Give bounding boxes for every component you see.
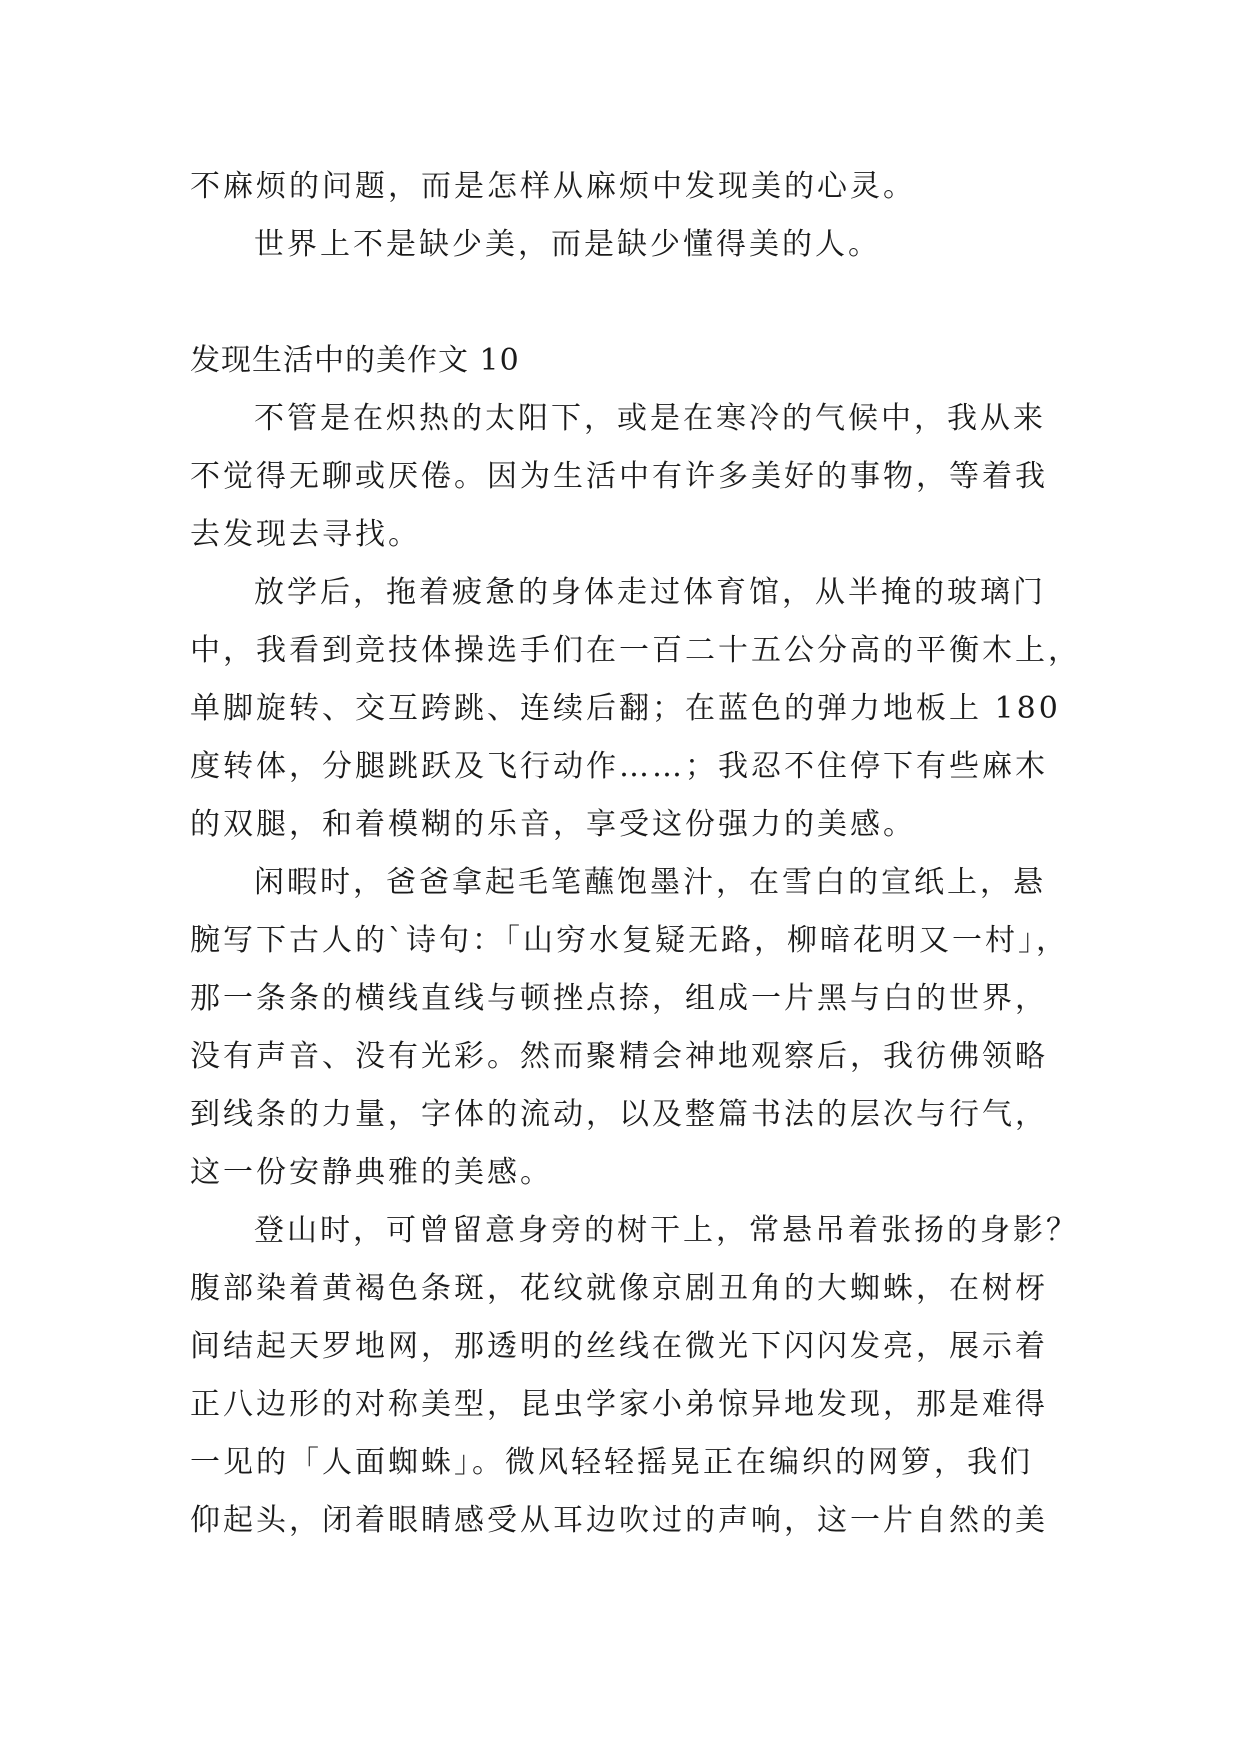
paragraph	[190, 854, 1069, 1202]
text-line: 不麻烦的问题，而是怎样从麻烦中发现美的心灵。	[190, 169, 916, 204]
paragraph	[190, 390, 1062, 564]
text-line: 不觉得无聊或厌倦。因为生活中有许多美好的事物，等着我	[190, 459, 1048, 494]
text-line: 的双腿，和着模糊的乐音，享受这份强力的美感。	[190, 807, 916, 842]
text-line: 间结起天罗地网，那透明的丝线在微光下闪闪发亮，展示着	[190, 1329, 1048, 1364]
paragraph	[190, 564, 1081, 854]
text-line: 不管是在炽热的太阳下，或是在寒冷的气候中，我从来	[254, 401, 1046, 436]
paragraph	[190, 1202, 1079, 1550]
text-line: 放学后，拖着疲惫的身体走过体育馆，从半掩的玻璃门	[254, 575, 1046, 610]
page-body	[190, 158, 1081, 1550]
essay-title: 发现生活中的美作文 10	[190, 343, 520, 378]
text-line: 到线条的力量，字体的流动，以及整篇书法的层次与行气，	[190, 1097, 1048, 1132]
text-line: 腕写下古人的`诗句：「山穷水复疑无路，柳暗花明又一村」，	[190, 923, 1069, 958]
blank-line	[190, 274, 1062, 332]
text-line: 度转体，分腿跳跃及飞行动作……；我忍不住停下有些麻木	[190, 749, 1048, 784]
text-line: 中，我看到竞技体操选手们在一百二十五公分高的平衡木上，	[190, 633, 1081, 668]
text-line: 登山时，可曾留意身旁的树干上，常悬吊着张扬的身影？	[254, 1213, 1079, 1248]
text-line: 闲暇时，爸爸拿起毛笔蘸饱墨汁，在雪白的宣纸上，悬	[254, 865, 1046, 900]
text-line: 一见的「人面蜘蛛」。微风轻轻摇晃正在编织的网箩，我们	[190, 1445, 1033, 1480]
text-line: 世界上不是缺少美，而是缺少懂得美的人。	[254, 227, 881, 262]
text-line: 去发现去寻找。	[190, 517, 421, 552]
text-line: 仰起头，闭着眼睛感受从耳边吹过的声响，这一片自然的美	[190, 1503, 1048, 1538]
text-line: 正八边形的对称美型，昆虫学家小弟惊异地发现，那是难得	[190, 1387, 1048, 1422]
text-line: 腹部染着黄褐色条斑，花纹就像京剧丑角的大蜘蛛，在树枒	[190, 1271, 1048, 1306]
text-line: 这一份安静典雅的美感。	[190, 1155, 553, 1190]
text-line: 那一条条的横线直线与顿挫点捺，组成一片黑与白的世界，	[190, 981, 1048, 1016]
text-line: 没有声音、没有光彩。然而聚精会神地观察后，我彷佛领略	[190, 1039, 1048, 1074]
text-line: 单脚旋转、交互跨跳、连续后翻；在蓝色的弹力地板上 180	[190, 691, 1061, 726]
